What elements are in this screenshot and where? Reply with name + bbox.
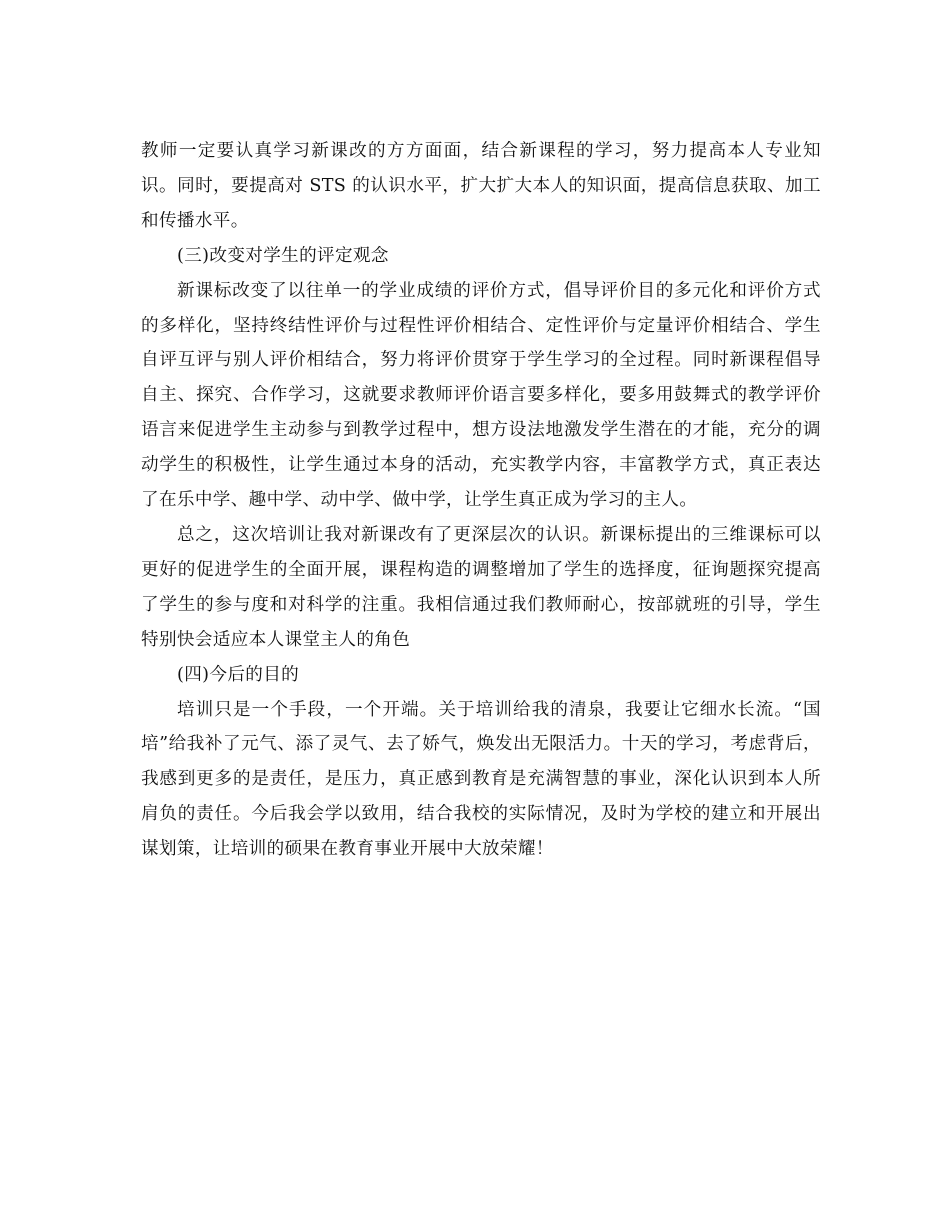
document-page: [141, 134, 821, 867]
paragraph-goals: 培训只是一个手段，一个开端。关于培训给我的清泉，我要让它细水长流。“国培”给我补了元气、添了灵气、去了娇气，焕发出无限活力。十天的学习，考虑背后，我感到更多的是责任，是压力，真正感到教育是充满智慧的事业，深化认识到本人所肩负的责任。今后我会学以致用，结合我校的实际情况，及时为学校的建立和开展出谋划策，让培训的硕果在教育事业开展中大放荣耀！: [141, 699, 821, 860]
paragraph-evaluation: 新课标改变了以往单一的学业成绩的评价方式，倡导评价目的多元化和评价方式的多样化，坚持终结性评价与过程性评价相结合、定性评价与定量评价相结合、学生自评互评与别人评价相结合，努力将评价贯穿于学生学习的全过程。同时新课程倡导自主、探究、合作学习，这就要求教师评价语言要多样化，要多用鼓舞式的教学评价语言来促进学生主动参与到教学过程中，想方设法地激发学生潜在的才能，充分的调动学生的积极性，让学生通过本身的活动，充实教学内容，丰富教学方式，真正表达了在乐中学、趣中学、动中学、做中学，让学生真正成为学习的主人。: [141, 280, 821, 511]
section-heading-4: (四)今后的目的: [177, 664, 300, 685]
paragraph-summary: 总之，这次培训让我对新课改有了更深层次的认识。新课标提出的三维课标可以更好的促进学生的全面开展，课程构造的调整增加了学生的选择度，征询题探究提高了学生的参与度和对科学的注重。我相信通过我们教师耐心，按部就班的引导，学生特别快会适应本人课堂主人的角色: [141, 524, 821, 650]
section-heading-3: (三)改变对学生的评定观念: [177, 245, 389, 266]
paragraph-continuation: 教师一定要认真学习新课改的方方面面，结合新课程的学习，努力提高本人专业知识。同时，要提高对 STS 的认识水平，扩大扩大本人的知识面，提高信息获取、加工和传播水平。: [141, 141, 821, 231]
